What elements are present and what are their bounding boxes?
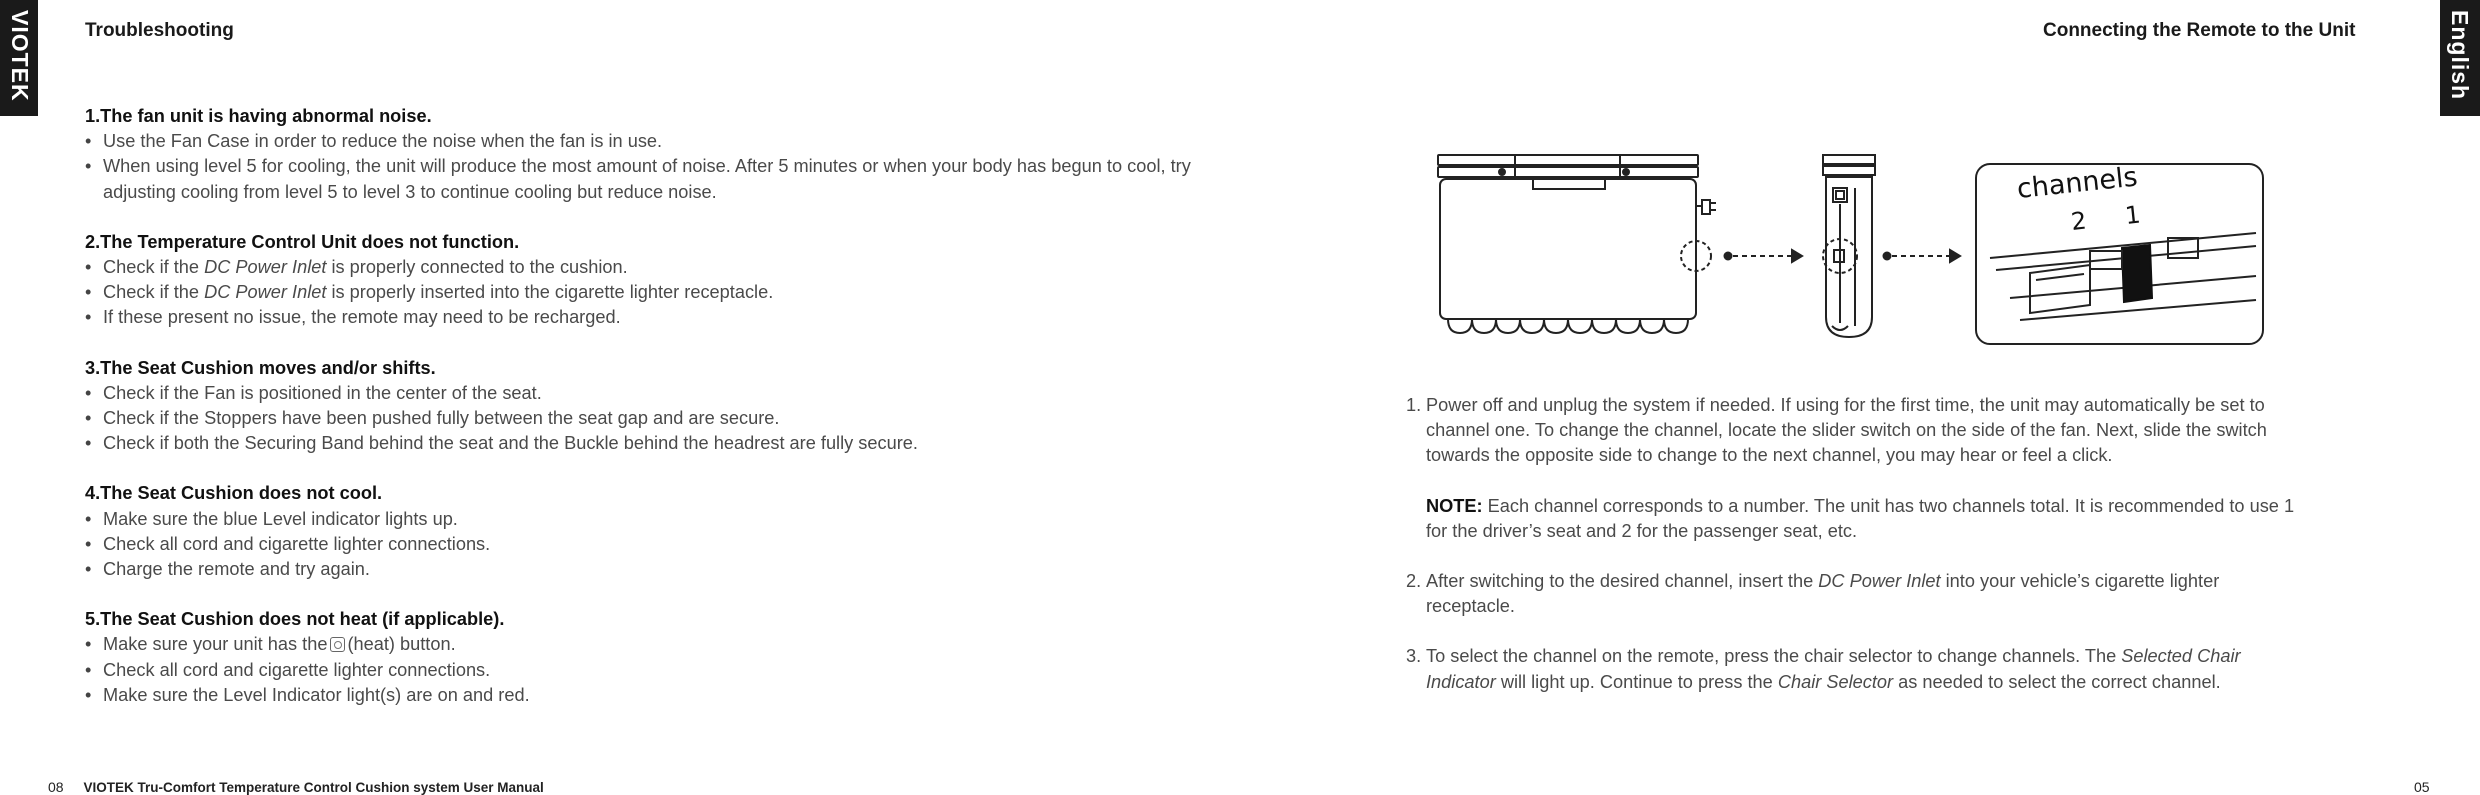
section-title: 2.The Temperature Control Unit does not function. xyxy=(85,231,520,252)
troubleshooting-list xyxy=(85,104,1195,733)
fan-unit-side-illustration xyxy=(1823,155,1875,337)
list-item: • Check if the Stoppers have been pushed fully between the seat gap and are secure. xyxy=(85,406,1195,431)
selected-chair-indicator-term: Selected Chair Indicator xyxy=(1426,646,2241,692)
step-text: To select the channel on the remote, press the chair selector to change channels. The xyxy=(1426,646,2122,667)
dc-power-inlet-term: DC Power Inlet xyxy=(204,257,327,278)
step-text: Power off and unplug the system if needed. If using for the first time, the unit may automatically be set to channel one. To change the channel, locate the slider switch on the side of the fan. Next, slide the switch towards the opposite side to change to the next channel, you may hear or feel a click. xyxy=(1426,395,2267,466)
list-item xyxy=(85,280,1195,305)
arrow-connector xyxy=(1884,250,1961,262)
list-item-text: Make sure your unit has the xyxy=(103,634,328,655)
list-item-text: Check if the xyxy=(103,257,205,278)
list-item: • Check if both the Securing Band behind the seat and the Buckle behind the headrest are fully secure. xyxy=(85,431,1195,456)
section-title: 4.The Seat Cushion does not cool. xyxy=(85,483,383,504)
list-item: • Make sure the blue Level indicator lights up. xyxy=(85,507,1195,532)
step-text: into your vehicle’s cigarette lighter receptacle. xyxy=(1426,571,2220,617)
section-noise xyxy=(85,104,1195,205)
step-number: 2. xyxy=(1406,571,1422,592)
dc-power-inlet-term: DC Power Inlet xyxy=(1818,571,1941,592)
list-item-text: is properly inserted into the cigarette lighter receptacle. xyxy=(326,282,774,303)
left-page-footer xyxy=(48,779,544,795)
step-text: as needed to select the correct channel. xyxy=(1893,671,2221,692)
list-item: • Check if the Fan is positioned in the center of the seat. xyxy=(85,381,1195,406)
list-item: • Use the Fan Case in order to reduce the noise when the fan is in use. xyxy=(85,129,1195,154)
note xyxy=(1406,494,2306,544)
page-number: 08 xyxy=(48,779,64,795)
channel-2-label: 2 xyxy=(2069,206,2088,236)
dc-power-inlet-term: DC Power Inlet xyxy=(204,282,327,303)
list-item: • Check all cord and cigarette lighter connections. xyxy=(85,532,1195,557)
step-text: After switching to the desired channel, insert the xyxy=(1426,571,1819,592)
section-no-cool xyxy=(85,481,1195,582)
fan-unit-front-illustration xyxy=(1438,155,1716,333)
section-moves xyxy=(85,356,1195,457)
list-item: • Charge the remote and try again. xyxy=(85,557,1195,582)
channels-label: channels xyxy=(2015,161,2139,205)
step-3 xyxy=(1406,644,2306,694)
note-label: NOTE: xyxy=(1426,495,1483,516)
step-number: 1. xyxy=(1406,395,1422,415)
list-item-text: Check if the xyxy=(103,282,205,303)
section-no-function xyxy=(85,230,1195,331)
heat-icon xyxy=(330,637,345,652)
brand-tab xyxy=(0,0,38,116)
arrow-connector xyxy=(1725,250,1803,262)
list-item: • When using level 5 for cooling, the unit will produce the most amount of noise. After 5 minutes or when your body has begun to cool, try adjusting cooling from level 5 to level 3 to continue cooling but reduce noise. xyxy=(85,154,1195,204)
list-item-text: is properly connected to the cushion. xyxy=(326,257,628,278)
list-item xyxy=(85,632,1195,657)
list-item: • Check all cord and cigarette lighter connections. xyxy=(85,658,1195,683)
chair-selector-term: Chair Selector xyxy=(1777,671,1894,692)
note-text: Each channel corresponds to a number. The unit has two channels total. It is recommended to use 1 for the driver’s seat and 2 for the passenger seat, etc. xyxy=(1426,495,2295,541)
language-tab-label: English xyxy=(2447,10,2473,101)
language-tab xyxy=(2440,0,2480,116)
footer-title: VIOTEK Tru-Comfort Temperature Control Cushion system User Manual xyxy=(83,780,544,795)
brand-tab-label: VIOTEK xyxy=(7,10,33,102)
connection-steps xyxy=(1406,393,2306,720)
step-1 xyxy=(1406,393,2306,469)
channel-1-label: 1 xyxy=(2123,200,2142,230)
section-title: 1.The fan unit is having abnormal noise. xyxy=(85,106,432,126)
connecting-heading: Connecting the Remote to the Unit xyxy=(2043,20,2356,41)
step-number: 3. xyxy=(1406,646,1422,667)
step-text: will light up. Continue to press the xyxy=(1495,671,1778,692)
section-no-heat xyxy=(85,607,1195,708)
list-item: • Make sure the Level Indicator light(s) are on and red. xyxy=(85,683,1195,708)
right-page-number: 05 xyxy=(2414,779,2430,795)
list-item: • If these present no issue, the remote may need to be recharged. xyxy=(85,305,1195,330)
remote-connection-diagram xyxy=(1430,148,2270,353)
step-2 xyxy=(1406,569,2306,619)
section-title: 5.The Seat Cushion does not heat (if applicable). xyxy=(85,609,505,630)
list-item-text: (heat) button. xyxy=(347,634,456,655)
troubleshooting-heading: Troubleshooting xyxy=(85,20,234,41)
section-title: 3.The Seat Cushion moves and/or shifts. xyxy=(85,357,436,378)
list-item xyxy=(85,255,1195,280)
